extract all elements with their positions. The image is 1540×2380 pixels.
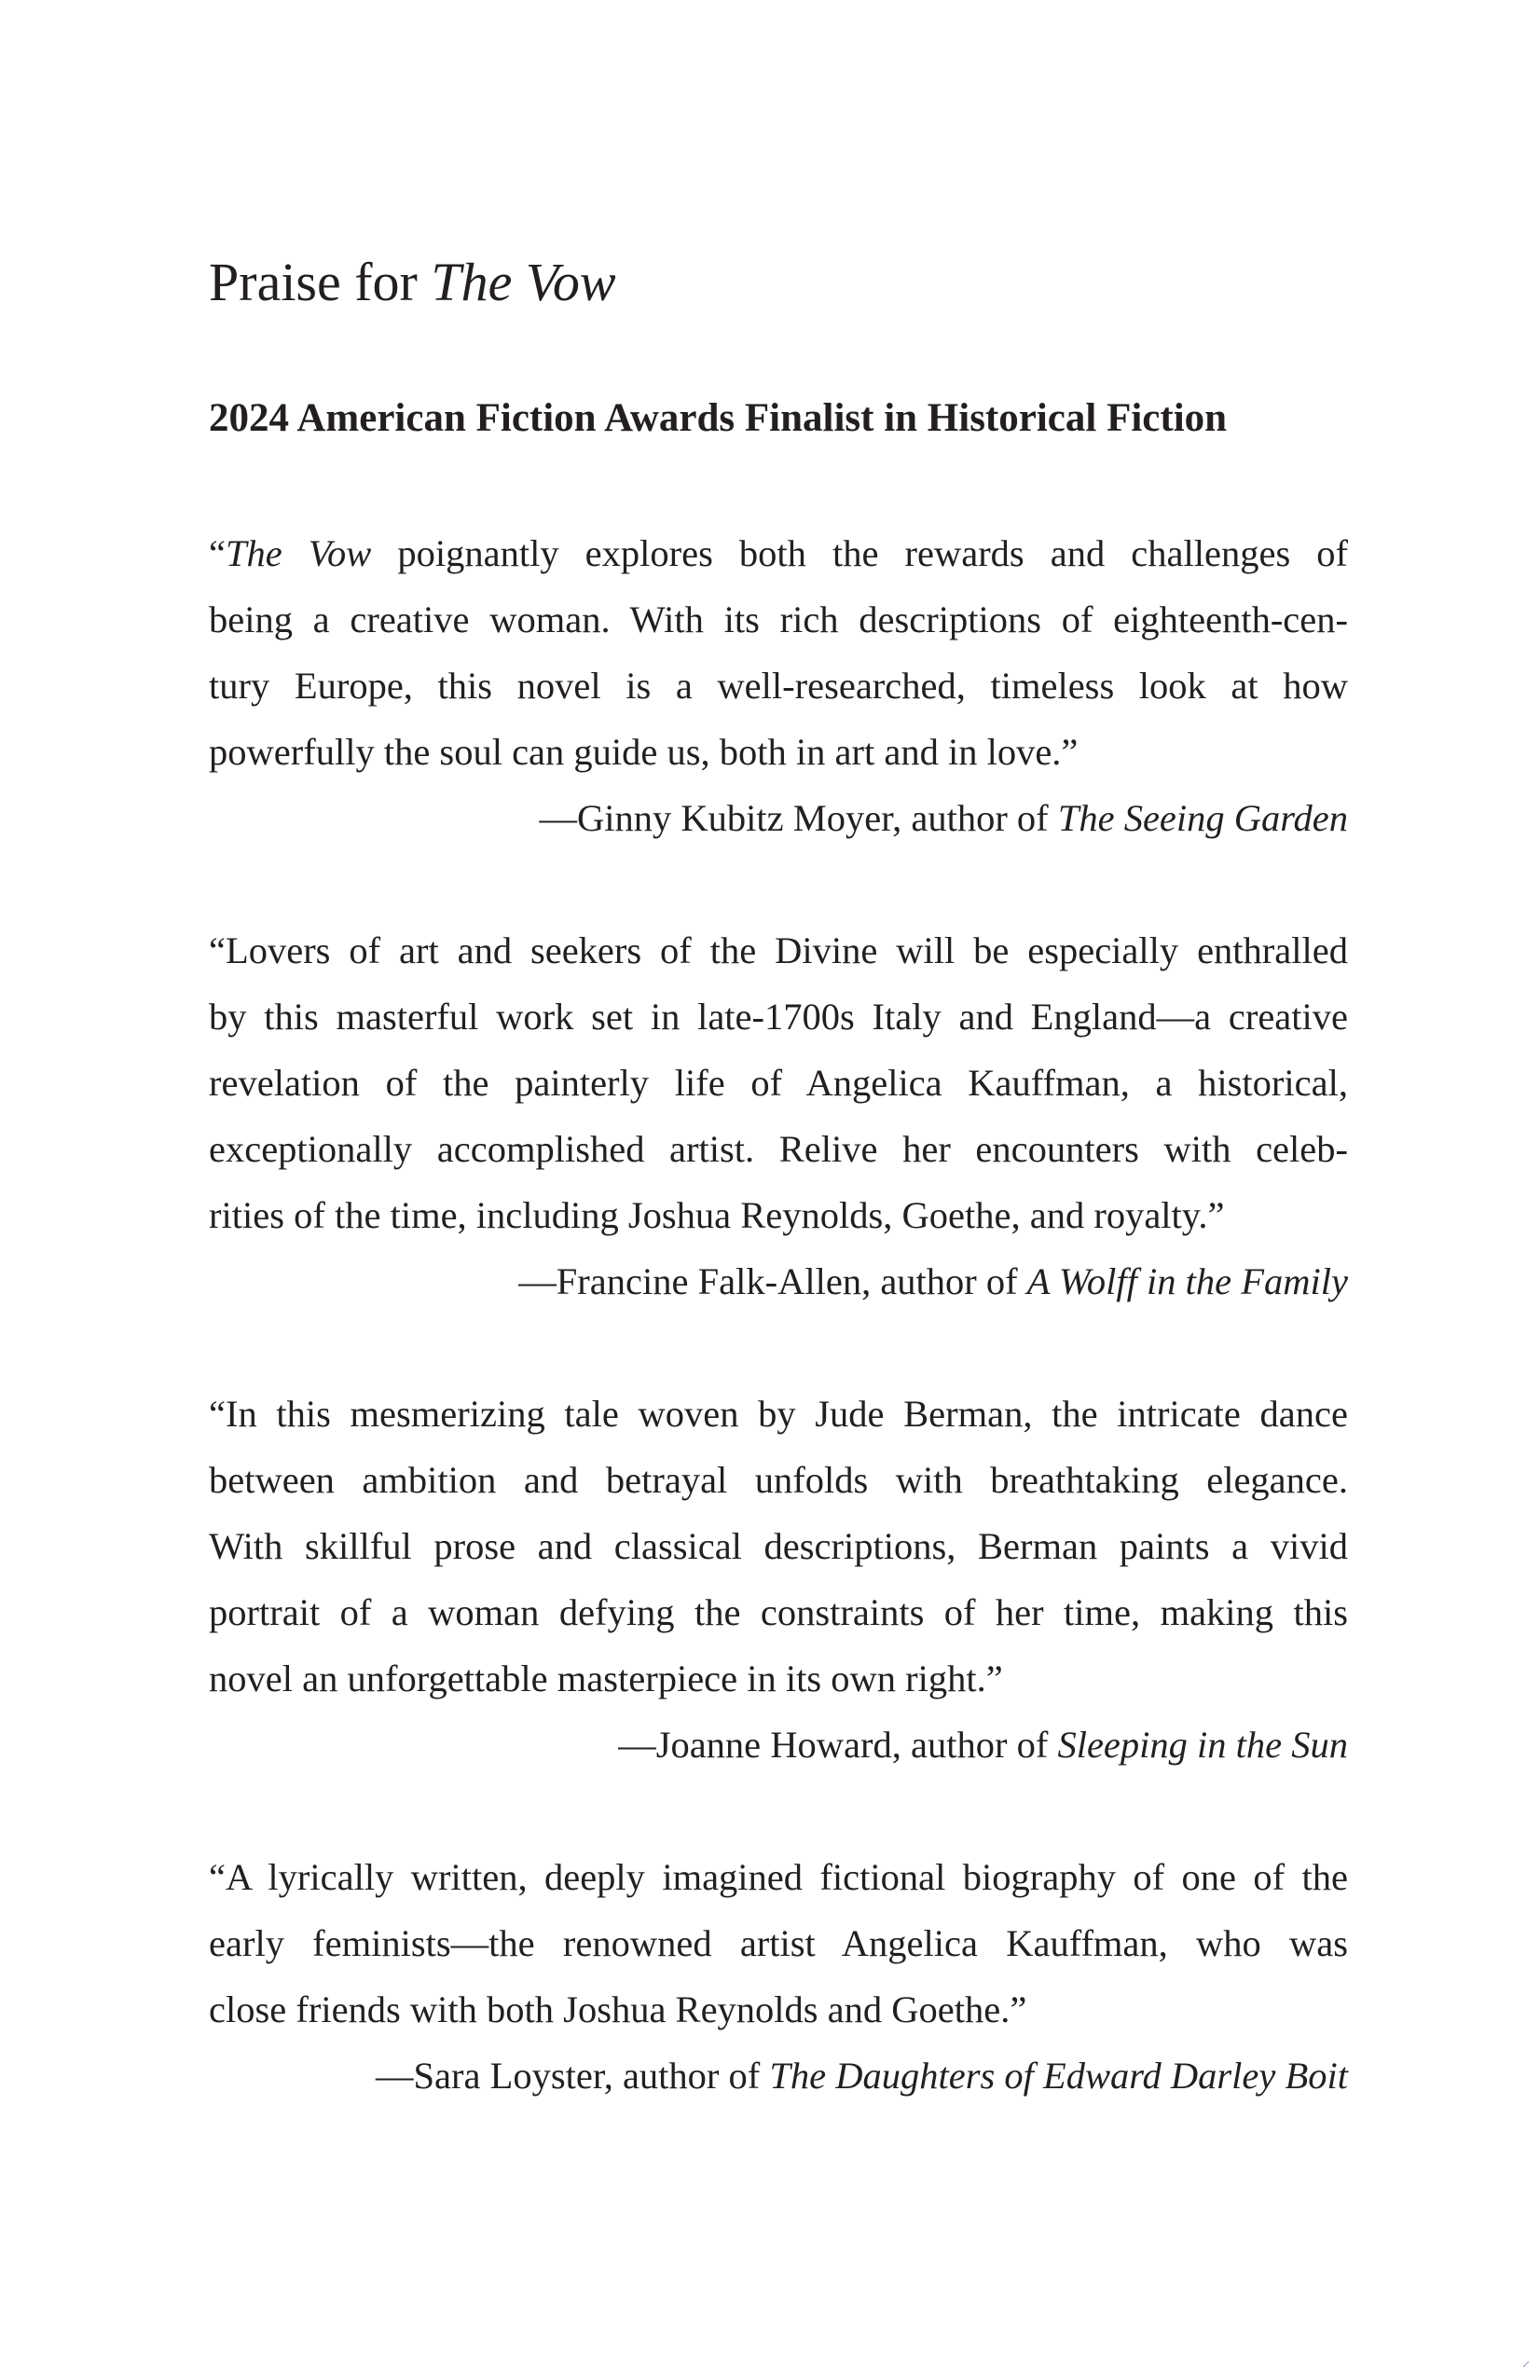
- attribution-book-title: A Wolff in the Family: [1026, 1260, 1348, 1302]
- quote-line: by this masterful work set in late-1700s Italy and England—a creative: [209, 996, 1348, 1038]
- quote-line: powerfully the soul can guide us, both in art and in love.”: [209, 731, 1079, 773]
- quote-line: “A lyrically written, deeply imagined fictional biography of one of the: [209, 1856, 1348, 1898]
- attribution-book-title: The Daughters of Edward Darley Boit: [769, 2055, 1348, 2097]
- quote-line: between ambition and betrayal unfolds with breathtaking elegance.: [209, 1459, 1348, 1501]
- quote-book-title: The Vow: [225, 532, 372, 574]
- praise-quote-2: [209, 917, 1348, 1314]
- quote-line: revelation of the painterly life of Angelica Kauffman, a historical,: [209, 1062, 1348, 1104]
- quote-attribution: —Ginny Kubitz Moyer, author of The Seeing Garden: [539, 797, 1348, 839]
- quote-line: early feminists—the renowned artist Angelica Kauffman, who was: [209, 1922, 1348, 1964]
- quote-line: “Lovers of art and seekers of the Divine will be especially enthralled: [209, 929, 1348, 971]
- quote-attribution: —Sara Loyster, author of The Daughters of Edward Darley Boit: [376, 2055, 1348, 2097]
- quote-line: “In this mesmerizing tale woven by Jude Berman, the intricate dance: [209, 1393, 1348, 1435]
- quote-line: With skillful prose and classical descriptions, Berman paints a vivid: [209, 1525, 1348, 1567]
- quote-line: being a creative woman. With its rich descriptions of eighteenth-cen-: [209, 598, 1348, 640]
- quote-line: portrait of a woman defying the constraints of her time, making this: [209, 1591, 1348, 1633]
- attribution-book-title: Sleeping in the Sun: [1057, 1724, 1348, 1766]
- award-heading: 2024 American Fiction Awards Finalist in Historical Fiction: [209, 396, 1228, 440]
- quote-line: rities of the time, including Joshua Reynolds, Goethe, and royalty.”: [209, 1194, 1225, 1236]
- praise-quote-3: [209, 1381, 1348, 1778]
- attribution-book-title: The Seeing Garden: [1057, 797, 1348, 839]
- quote-line: close friends with both Joshua Reynolds and Goethe.”: [209, 1988, 1027, 2030]
- quote-attribution: —Joanne Howard, author of Sleeping in the Sun: [618, 1724, 1348, 1766]
- quote-attribution: —Francine Falk-Allen, author of A Wolff in the Family: [518, 1260, 1348, 1302]
- page-corner-mark: [1521, 2359, 1531, 2369]
- praise-quote-4: [209, 1844, 1348, 2109]
- page-title: [209, 241, 616, 324]
- praise-quote-1: [209, 520, 1348, 851]
- quote-line: exceptionally accomplished artist. Relive her encounters with celeb-: [209, 1128, 1348, 1170]
- quote-line: “The Vow poignantly explores both the rewards and challenges of: [209, 532, 1349, 574]
- title-book-name: The Vow: [431, 252, 616, 312]
- quote-line: novel an unforgettable masterpiece in its own right.”: [209, 1658, 1003, 1699]
- quote-line: tury Europe, this novel is a well-researched, timeless look at how: [209, 665, 1348, 707]
- title-prefix: Praise for: [209, 252, 432, 312]
